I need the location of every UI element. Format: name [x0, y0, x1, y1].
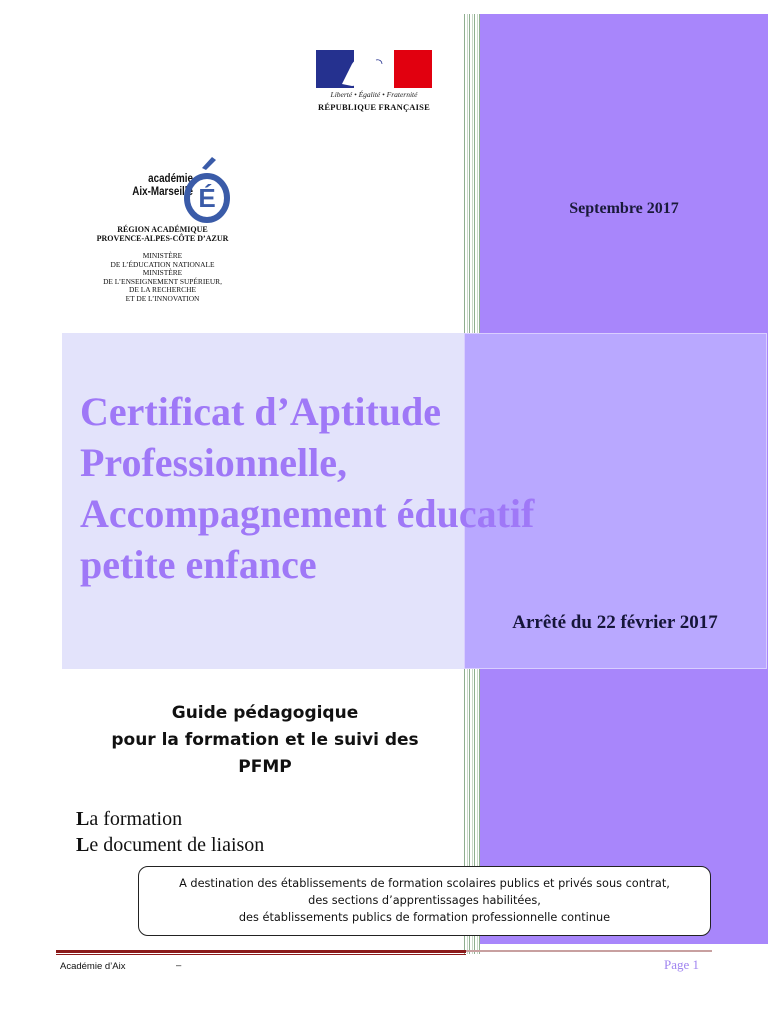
footer-rule [56, 954, 466, 955]
guide-line: Guide pédagogique [171, 703, 359, 723]
audience-line: des établissements publics de formation professionnelle continue [238, 911, 611, 924]
title-line: petite enfance [80, 542, 317, 587]
academy-ministries [75, 252, 250, 304]
ministry-line: MINISTÈRE [142, 251, 183, 260]
contents-item [76, 832, 436, 858]
republique-francaise-logo [315, 50, 433, 120]
academy-region [75, 225, 250, 243]
ministry-line: DE LA RECHERCHE [129, 285, 196, 295]
academy-emblem-letter: É [198, 183, 216, 213]
contents-initial: L [76, 834, 90, 856]
marianne-icon [316, 50, 432, 88]
document-date: Septembre 2017 [569, 200, 679, 217]
title-line: Professionnelle, [80, 440, 348, 485]
title-line: Accompagnement éducatif [80, 491, 535, 536]
academy-logo [75, 150, 250, 320]
academy-city: Aix-Marseille [132, 184, 193, 198]
audience-line: A destination des établissements de formation scolaires publics et privés sous contrat, [179, 877, 670, 890]
title-line: Certificat d’Aptitude [80, 389, 442, 434]
contents-text: e document de liaison [89, 834, 265, 856]
footer-rule [56, 950, 466, 953]
ministry-line: ET DE L’INNOVATION [125, 293, 200, 303]
guide-line: PFMP [238, 757, 292, 777]
ministry-line: MINISTÈRE [142, 268, 183, 278]
footer-separator: – [176, 960, 182, 971]
ministry-line: DE L’ÉDUCATION NATIONALE [110, 259, 215, 269]
ministry-line: DE L’ENSEIGNEMENT SUPÉRIEUR, [103, 276, 222, 286]
academy-emblem-icon [183, 155, 233, 223]
footer-academy: Académie d’Aix [60, 961, 126, 972]
document-title [80, 386, 760, 590]
guide-line: pour la formation et le suivi des [111, 730, 419, 750]
academy-word: académie [148, 171, 193, 185]
republic-name: RÉPUBLIQUE FRANÇAISE [318, 102, 430, 112]
decree-reference: Arrêté du 22 février 2017 [512, 612, 718, 633]
guide-subtitle [90, 700, 440, 781]
contents-list [76, 806, 436, 858]
footer-rule [466, 950, 712, 952]
page-number: Page 1 [664, 957, 700, 972]
contents-item [76, 806, 436, 832]
contents-text: a formation [89, 808, 183, 830]
republic-motto: Liberté • Égalité • Fraternité [330, 90, 418, 99]
academy-region-line: RÉGION ACADÉMIQUE [117, 225, 208, 234]
contents-initial: L [76, 808, 90, 830]
academy-region-line: PROVENCE-ALPES-CÔTE D’AZUR [96, 234, 229, 243]
audience-line: des sections d’apprentissages habilitées, [308, 894, 541, 907]
audience-box [138, 866, 711, 936]
